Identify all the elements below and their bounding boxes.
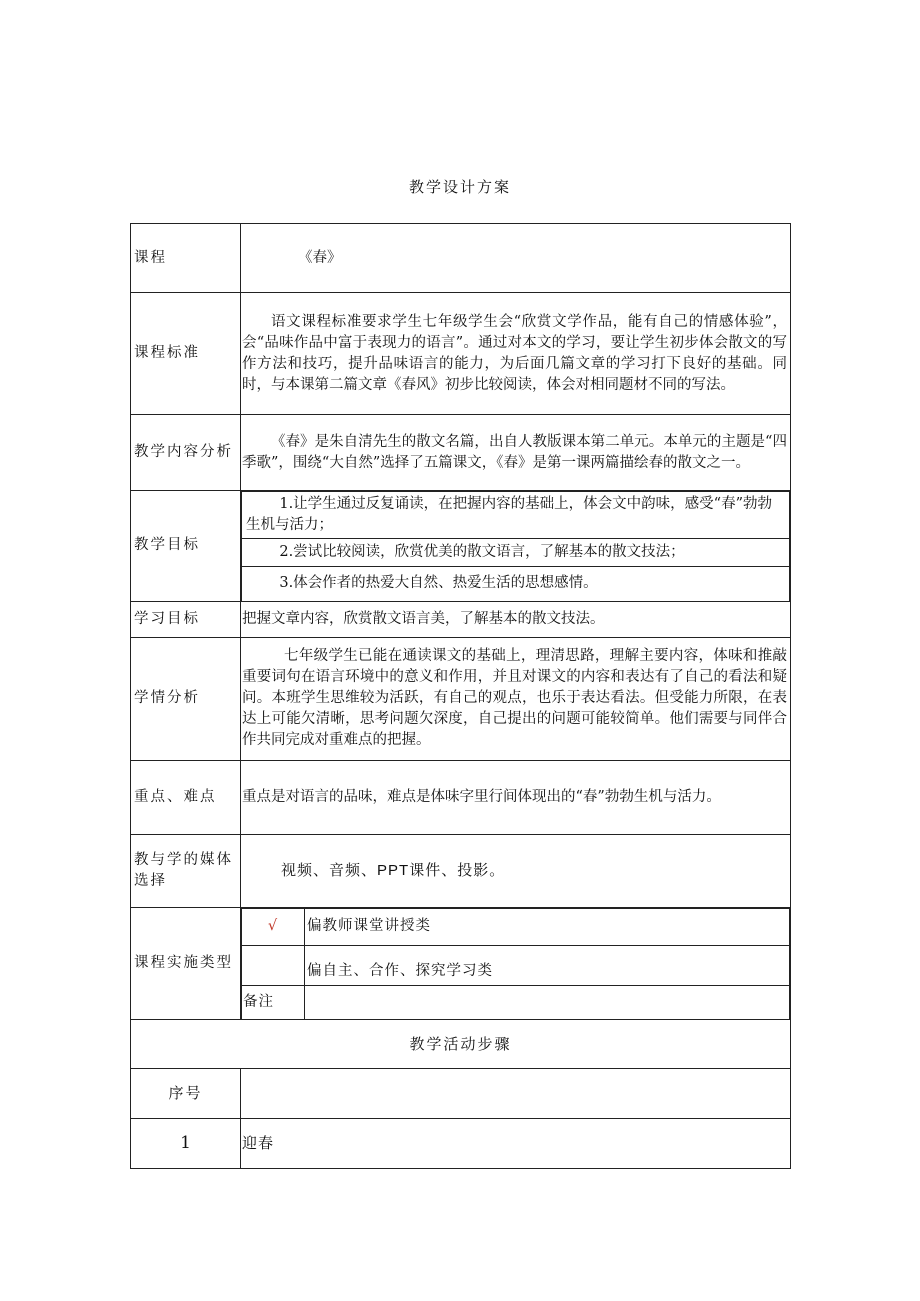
course-type-option-2-text: 偏自主、合作、探究学习类 <box>305 945 790 985</box>
row-content-analysis <box>131 415 791 491</box>
key-points-label: 重点、难点 <box>131 760 241 834</box>
row-student-analysis <box>131 637 791 760</box>
row-learning-goal <box>131 601 791 637</box>
course-type-option-2-mark <box>242 945 305 985</box>
course-type-option-2 <box>242 945 790 985</box>
course-type-option-1 <box>242 908 790 945</box>
note-value <box>305 985 790 1019</box>
course-type-note-row <box>242 985 790 1019</box>
document-title: 教学设计方案 <box>408 178 511 196</box>
teaching-goal-3: 3.体会作者的热爱大自然、热爱生活的思想感情。 <box>242 567 790 601</box>
row-media <box>131 834 791 907</box>
course-type-cell <box>241 907 791 1020</box>
course-type-label: 课程实施类型 <box>131 907 241 1020</box>
course-type-option-1-text: 偏教师课堂讲授类 <box>305 908 790 945</box>
row-teaching-goals <box>131 491 791 602</box>
learning-goal-label: 学习目标 <box>131 601 241 637</box>
standard-label: 课程标准 <box>131 293 241 415</box>
student-analysis-text: 七年级学生已能在通读课文的基础上，理清思路，理解主要内容，体味和推敲重要词句在语言环境中的意义和作用，并且对课文的内容和表达有了自己的看法和疑问。本班学生思维较为活跃，有自己的观点，也乐于表达看法。但受能力所限，在表达上可能欠清晰，思考问题欠深度，自己提出的问题可能较简单。他们需要与同伴合作共同完成对重难点的把握。 <box>241 637 791 760</box>
media-text <box>241 834 791 907</box>
learning-goal-text: 把握文章内容，欣赏散文语言美，了解基本的散文技法。 <box>241 601 791 637</box>
teaching-goals-list <box>241 491 790 601</box>
teaching-goals-cell <box>241 491 791 602</box>
teaching-goals-label: 教学目标 <box>131 491 241 602</box>
media-label: 教与学的媒体选择 <box>131 834 241 907</box>
row-course <box>131 224 791 293</box>
course-type-options <box>241 908 790 1020</box>
steps-col-seq: 序号 <box>131 1069 241 1119</box>
note-label: 备注 <box>242 985 305 1019</box>
content-analysis-label: 教学内容分析 <box>131 415 241 491</box>
media-prefix: 视频、音频、 <box>281 861 378 879</box>
row-course-type <box>131 907 791 1020</box>
step-text: 迎春 <box>241 1119 791 1169</box>
student-analysis-label: 学情分析 <box>131 637 241 760</box>
course-value: 《春》 <box>241 224 791 293</box>
step-seq: 1 <box>131 1119 241 1169</box>
teaching-goal-2: 2.尝试比较阅读，欣赏优美的散文语言，了解基本的散文技法； <box>242 539 790 567</box>
media-suffix: 课件、投影。 <box>409 861 506 879</box>
steps-header: 教学活动步骤 <box>131 1020 791 1069</box>
step-row <box>131 1119 791 1169</box>
teaching-goal-1: 1.让学生通过反复诵读，在把握内容的基础上，体会文中韵味，感受“春”勃勃生机与活力； <box>242 492 790 539</box>
standard-text: 语文课程标准要求学生七年级学生会“欣赏文学作品，能有自己的情感体验”，会“品味作品中富于表现力的语言”。通过对本文的学习，要让学生初步体会散文的写作方法和技巧，提升品味语言的能力，为后面几篇文章的学习打下良好的基础。同时，与本课第二篇文章《春风》初步比较阅读，体会对相同题材不同的写法。 <box>241 293 791 415</box>
media-ppt: PPT <box>377 862 410 879</box>
row-key-points <box>131 760 791 834</box>
row-steps-columns <box>131 1069 791 1119</box>
checkmark-icon: √ <box>242 908 305 945</box>
key-points-text: 重点是对语言的品味，难点是体味字里行间体现出的“春”勃勃生机与活力。 <box>241 760 791 834</box>
lesson-plan-table <box>130 223 791 1169</box>
content-analysis-text: 《春》是朱自清先生的散文名篇，出自人教版课本第二单元。本单元的主题是“四季歌”，围绕“大自然”选择了五篇课文，《春》是第一课两篇描绘春的散文之一。 <box>241 415 791 491</box>
course-label: 课程 <box>131 224 241 293</box>
row-steps-header <box>131 1020 791 1069</box>
steps-col-content <box>241 1069 791 1119</box>
row-standard <box>131 293 791 415</box>
